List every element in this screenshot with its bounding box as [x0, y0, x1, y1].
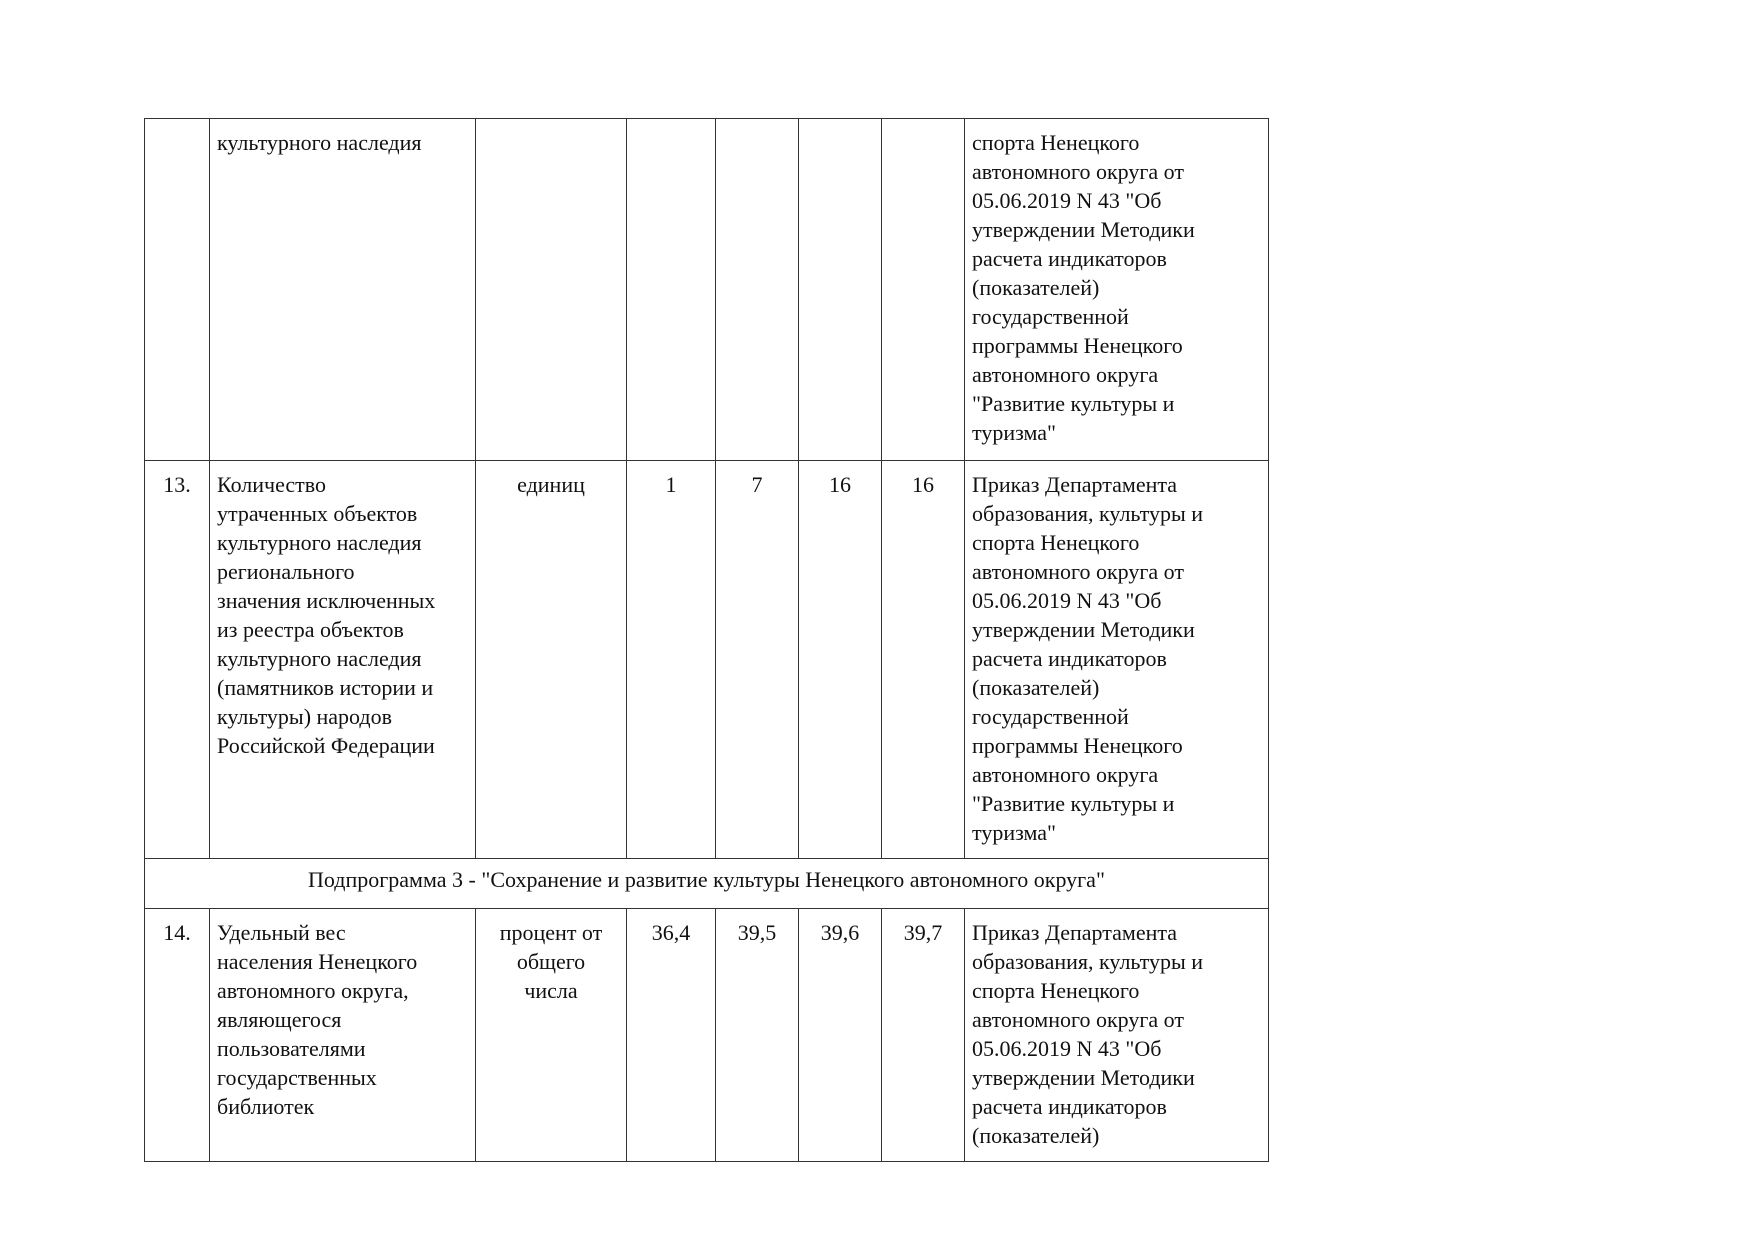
source: Приказ Департамента образования, культуры и спорта Ненецкого автономного округа от 05.06.2019 N 43 "Об утверждении Методики расчета индикаторов (показателей)	[965, 909, 1269, 1162]
value-1: 1	[627, 461, 716, 859]
section-row	[145, 859, 1269, 909]
value-2: 7	[716, 461, 799, 859]
table-row	[145, 461, 1269, 859]
value-1	[627, 119, 716, 461]
table-row	[145, 909, 1269, 1162]
row-number	[145, 119, 210, 461]
value-3: 39,6	[799, 909, 882, 1162]
value-1: 36,4	[627, 909, 716, 1162]
source: Приказ Департамента образования, культуры и спорта Ненецкого автономного округа от 05.06.2019 N 43 "Об утверждении Методики расчета индикаторов (показателей) государственной программы Ненецкого автономного округа "Развитие культуры и туризма"	[965, 461, 1269, 859]
row-number: 14.	[145, 909, 210, 1162]
value-3	[799, 119, 882, 461]
indicator-name: Количество утраченных объектов культурного наследия регионального значения исключенных из реестра объектов культурного наследия (памятников истории и культуры) народов Российской Федерации	[210, 461, 476, 859]
value-4	[882, 119, 965, 461]
value-2: 39,5	[716, 909, 799, 1162]
table-row	[145, 119, 1269, 461]
subprogram-heading: Подпрограмма 3 - "Сохранение и развитие культуры Ненецкого автономного округа"	[145, 859, 1269, 909]
unit	[476, 119, 627, 461]
unit: единиц	[476, 461, 627, 859]
value-3: 16	[799, 461, 882, 859]
unit: процент от общего числа	[476, 909, 627, 1162]
indicators-table	[144, 118, 1269, 1162]
source: спорта Ненецкого автономного округа от 05.06.2019 N 43 "Об утверждении Методики расчета индикаторов (показателей) государственной программы Ненецкого автономного округа "Развитие культуры и туризма"	[965, 119, 1269, 461]
indicator-name: культурного наследия	[210, 119, 476, 461]
value-2	[716, 119, 799, 461]
row-number: 13.	[145, 461, 210, 859]
indicator-name: Удельный вес населения Ненецкого автономного округа, являющегося пользователями государственных библиотек	[210, 909, 476, 1162]
value-4: 39,7	[882, 909, 965, 1162]
value-4: 16	[882, 461, 965, 859]
